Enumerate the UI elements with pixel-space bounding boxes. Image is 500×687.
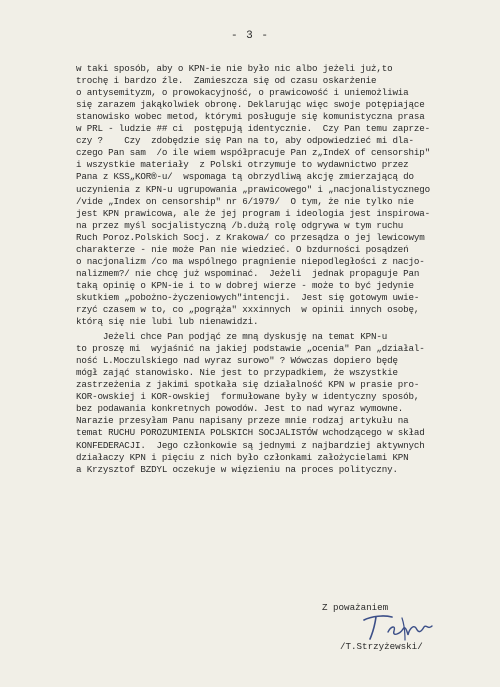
letter-line: nalizmem?/ nie chcę już wspominać. Jeżeli jednak propaguje Pan — [76, 267, 420, 279]
letter-line: Narazie przesyłam Panu napisany przeze mnie rodzaj artykułu na — [76, 415, 409, 427]
letter-line: i wszystkie materiały z Polski otrzymuje to wydawnictwo przez — [76, 159, 409, 171]
letter-line: Pana z KSS„KOR®-u/ wspomaga tą obrzydliwą akcję zmierzającą do — [76, 171, 414, 183]
closing-salutation: Z poważaniem — [322, 602, 389, 613]
letter-line: taką opinię o KPN-ie i to w dobrej wierze - może to być jedynie — [76, 279, 414, 291]
letter-line: a Krzysztof BZDYL oczekuje w więzieniu na proces polityczny. — [76, 463, 398, 475]
letter-line: stanowisko wobec metod, którymi posługuje się komunistyczna prasa — [76, 111, 425, 123]
letter-line: charakterze - nie może Pan nie wiedzieć. O bzdurności posądzeń — [76, 243, 409, 255]
signature-name: /T.Strzyżewski/ — [340, 641, 423, 652]
letter-line: uczynienia z KPN-u ugrupowania „prawicowego" i „nacjonalistycznego — [76, 183, 430, 195]
letter-line: Jeżeli chce Pan podjąć ze mną dyskusję na temat KPN-u — [76, 331, 388, 343]
page-number: - 3 - — [230, 30, 269, 42]
letter-line: temat RUCHU POROZUMIENIA POLSKICH SOCJALISTÓW wchodzącego w skład — [76, 427, 425, 439]
letter-line: czego Pan sam /o ile wiem współpracuje Pan z„IndeX of censorship" — [76, 147, 430, 159]
handwritten-signature — [358, 612, 438, 642]
letter-line: to proszę mi wyjaśnić na jakiej podstawie „ocenia" Pan „działal- — [76, 343, 425, 355]
letter-line: w taki sposób, aby o KPN-ie nie było nic albo jeżeli już,to — [76, 63, 393, 74]
letter-line: o nacjonalizm /co ma wspólnego pragnienie niepodległości z nacjo- — [76, 255, 425, 267]
letter-line: Ruch Poroz.Polskich Socj. z Krakowa/ co przesądza o jej lewicowym — [76, 231, 425, 243]
letter-line: którą się nie lubi lub nienawidzi. — [76, 316, 259, 328]
letter-line: czy ? Czy zdobędzie się Pan na to, aby odpowiedzieć mi dla- — [76, 135, 414, 147]
letter-line: KOR-owskiej i KOR-owskiej formułowane były w identyczny sposób, — [76, 391, 420, 403]
letter-line: skutkiem „pobożno-życzeniowych"intencji. Jest się gotowym uwie- — [76, 291, 420, 303]
letter-line: ność L.Moczulskiego nad wyraz surowo" ? Wówczas dopiero będę — [76, 355, 398, 367]
letter-line: na przez myśl socjalistyczną /b.dużą rolę odgrywa w tym ruchu — [76, 219, 404, 231]
letter-line: w PRL - ludzie ## ci postępują identycznie. Czy Pan temu zaprze- — [76, 123, 430, 135]
letter-line: rzyć czasem w to, co „pogrąża" xxxinnych w opinii innych osobę, — [76, 304, 420, 315]
letter-line: KONFEDERACJI. Jego członkowie są jednymi z najbardziej aktywnych — [76, 439, 425, 451]
letter-line: o antysemityzm, o prowokacyjność, o prawicowość i uniemożliwia — [76, 87, 409, 99]
letter-line: się zarazem jakąkolwiek obronę. Deklarując więc swoje potępiające — [76, 99, 425, 111]
letter-line: trochę i bardzo źle. Zamieszcza się od czasu oskarżenie — [76, 75, 377, 87]
letter-line: /vide „Index on censorship" nr 6/1979/ O tym, że nie tylko nie — [76, 195, 414, 207]
letter-line: jest KPN prawicowa, ale że jej program i ideologia jest inspirowa- — [76, 207, 430, 219]
letter-line: mógł zająć stanowisko. Nie jest to przypadkiem, że wszystkie — [76, 367, 398, 379]
letter-line: działaczy KPN i pięciu z nich było członkami założycielami KPN — [76, 451, 409, 463]
letter-line: zastrzeżenia z jakimi spotkała się działalność KPN w prasie pro- — [76, 379, 420, 391]
letter-line: bez podawania konkretnych powodów. Jest to nad wyraz wymowne. — [76, 403, 404, 415]
